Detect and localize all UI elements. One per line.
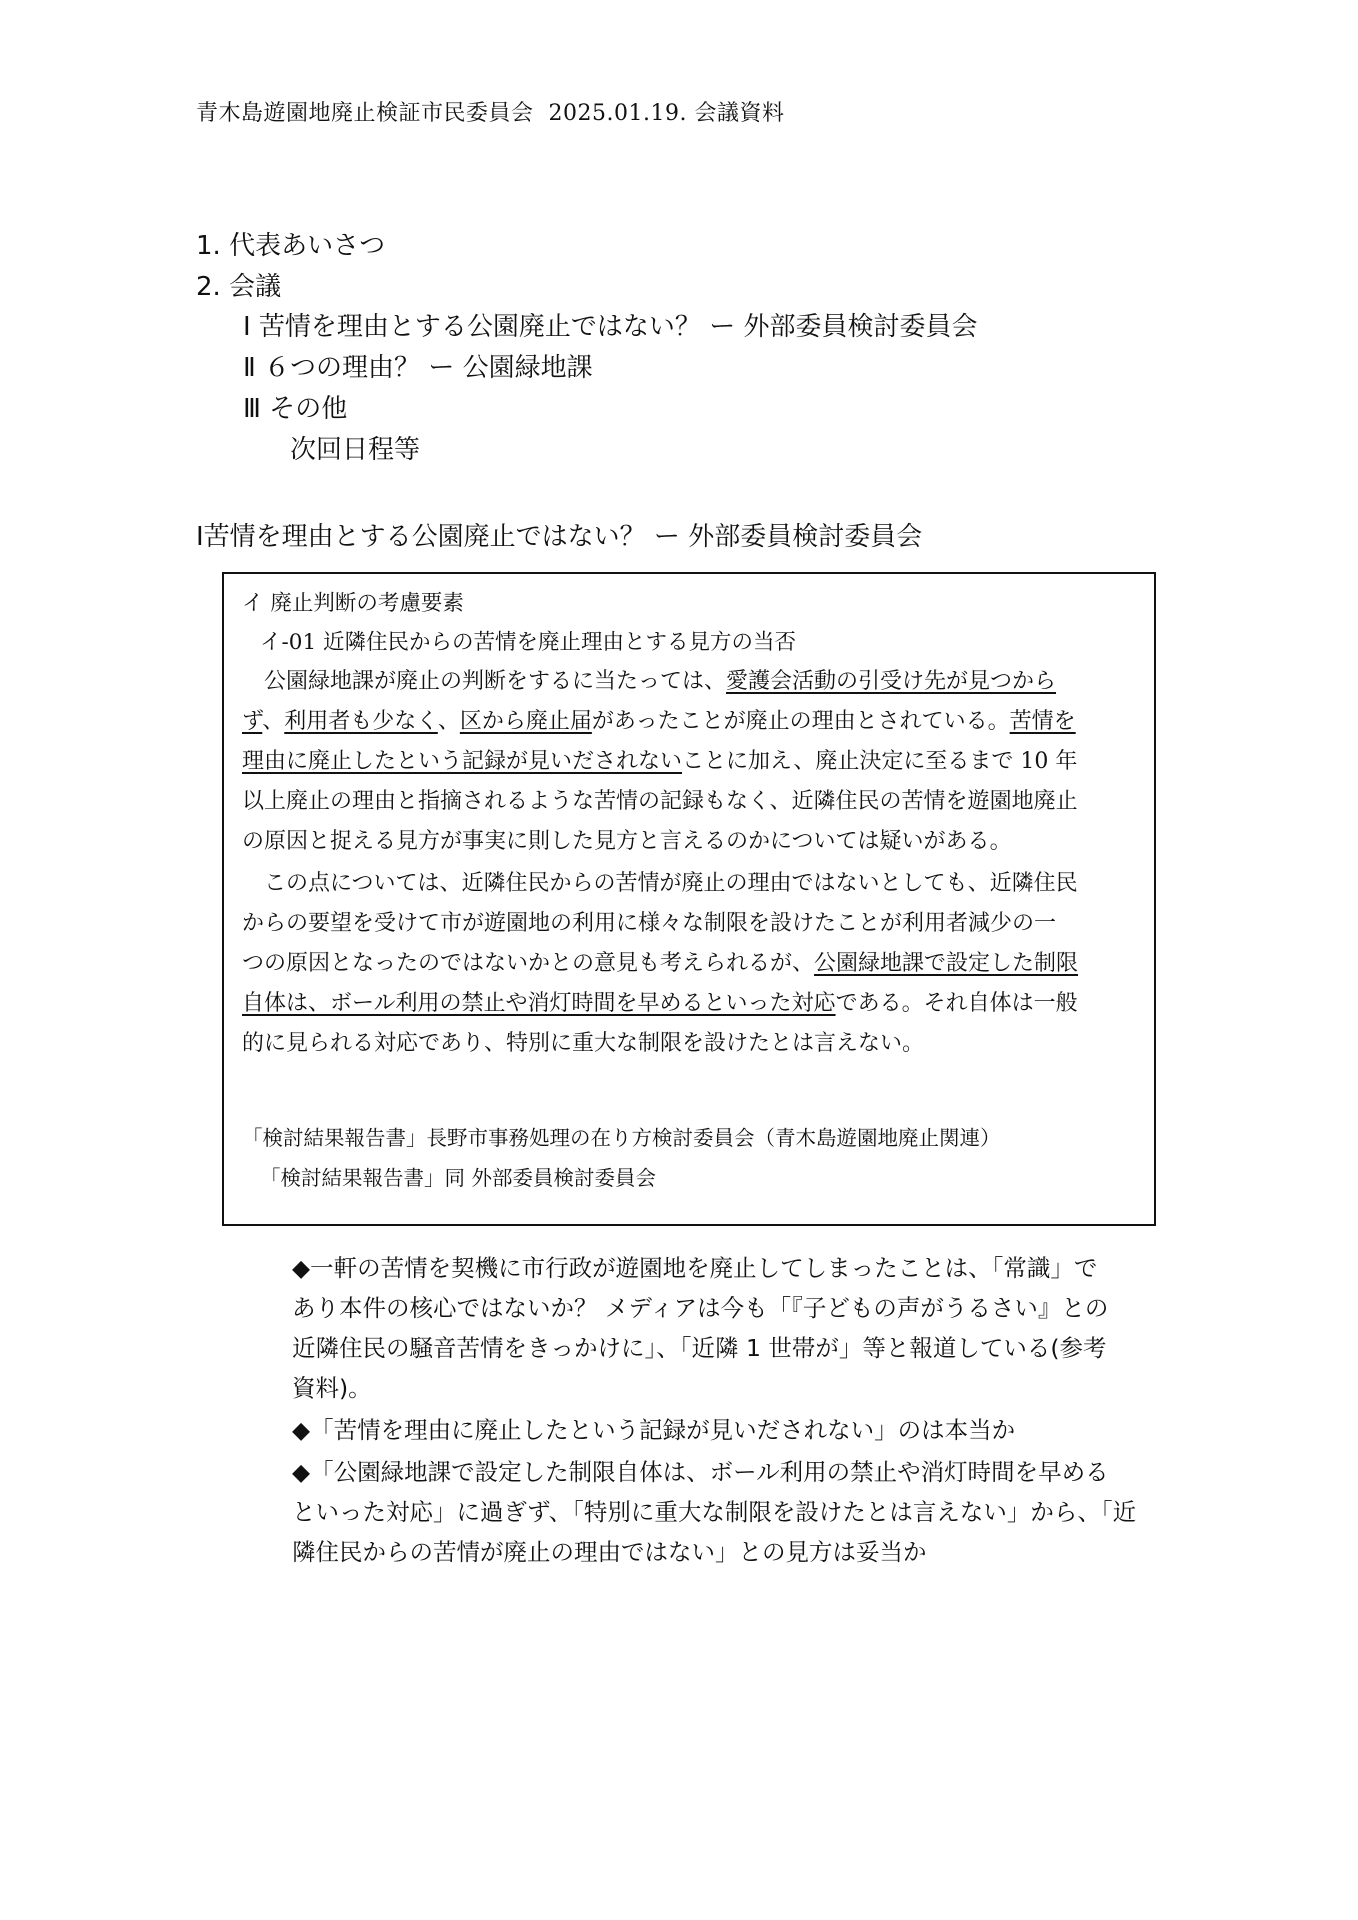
underlined-text: 自体は、ボール利用の禁止や消灯時間を早めるといった対応	[242, 991, 836, 1016]
quote-paragraph-1-line-3	[242, 748, 1077, 776]
document-type: 会議資料	[694, 101, 785, 126]
text-run: があったことが廃止の理由とされている。	[591, 709, 1010, 734]
quote-paragraph-2-line-2: からの要望を受けて市が遊園地の利用に様々な制限を設けたことが利用者減少の一	[242, 911, 1057, 936]
agenda-subitem-3-detail: 次回日程等	[290, 435, 421, 465]
quote-paragraph-1-line-4: 以上廃止の理由と指摘されるような苦情の記録もなく、近隣住民の苦情を遊園地廃止	[242, 789, 1078, 814]
agenda-item-greeting: 1. 代表あいさつ	[196, 231, 386, 261]
underlined-text: 苦情を	[1009, 709, 1076, 734]
quote-paragraph-2-line-1: この点については、近隣住民からの苦情が廃止の理由ではないとしても、近隣住民	[242, 871, 1078, 896]
text-run: つの原因となったのではないかとの意見も考えられるが、	[242, 951, 815, 976]
note-3-line-2: といった対応」に過ぎず、「特別に重大な制限を設けたとは言えない」から、「近	[292, 1498, 1137, 1526]
text-run: ことに加え、廃止決定に至るまで 10 年	[682, 749, 1078, 774]
note-1-line-4: 資料)。	[292, 1374, 372, 1402]
quote-source-1: 「検討結果報告書」長野市事務処理の在り方検討委員会（青木島遊園地廃止関連）	[242, 1126, 1001, 1150]
underlined-text: 区から廃止届	[459, 709, 592, 734]
note-2: ◆「苦情を理由に廃止したという記録が見いだされない」のは本当か	[292, 1416, 1016, 1444]
text-run: 公園緑地課が廃止の判断をするに当たっては、	[242, 669, 727, 694]
committee-name: 青木島遊園地廃止検証市民委員会	[196, 101, 534, 126]
underlined-text: 愛護会活動の引受け先が見つから	[726, 669, 1057, 694]
text-run: 、	[437, 709, 460, 734]
agenda-subitem-2: Ⅱ ６つの理由？ ー 公園緑地課	[243, 353, 593, 383]
note-1-line-3: 近隣住民の騒音苦情をきっかけに」、「近隣 1 世帯が」等と報道している(参考	[292, 1334, 1107, 1362]
underlined-text: 理由に廃止したという記録が見いだされない	[242, 749, 683, 774]
note-1-line-2: あり本件の核心ではないか？ メディアは今も「『子どもの声がうるさい』との	[292, 1294, 1109, 1322]
agenda-item-meeting: 2. 会議	[196, 272, 282, 302]
note-1-line-1: ◆一軒の苦情を契機に市行政が遊園地を廃止してしまったことは、「常識」で	[292, 1254, 1098, 1282]
note-3-line-3: 隣住民からの苦情が廃止の理由ではない」との見方は妥当か	[292, 1538, 927, 1566]
text-run: である。それ自体は一般	[835, 991, 1078, 1016]
underlined-text: 公園緑地課で設定した制限	[814, 951, 1079, 976]
agenda-subitem-1: Ⅰ 苦情を理由とする公園廃止ではない？ ー 外部委員検討委員会	[243, 312, 978, 342]
underlined-text: 利用者も少なく	[284, 709, 438, 734]
quote-paragraph-2-line-4	[242, 990, 1078, 1018]
quote-paragraph-2-line-3	[242, 950, 1078, 978]
quote-box	[222, 572, 1156, 1226]
quote-title: イ 廃止判断の考慮要素	[242, 591, 464, 616]
quote-paragraph-2-line-5: 的に見られる対応であり、特別に重大な制限を設けたとは言えない。	[242, 1031, 925, 1056]
quote-paragraph-1-line-1	[242, 668, 1056, 696]
quote-paragraph-1-line-2	[242, 708, 1076, 736]
text-run: 、	[262, 709, 285, 734]
meeting-date: 2025.01.19.	[548, 101, 687, 126]
section-heading: Ⅰ苦情を理由とする公園廃止ではない？ ー 外部委員検討委員会	[196, 522, 923, 552]
note-3-line-1: ◆「公園緑地課で設定した制限自体は、ボール利用の禁止や消灯時間を早める	[292, 1458, 1109, 1486]
document-header	[196, 96, 785, 127]
quote-paragraph-1-line-5: の原因と捉える見方が事実に則した見方と言えるのかについては疑いがある。	[242, 829, 1012, 854]
quote-subtitle: イ-01 近隣住民からの苦情を廃止理由とする見方の当否	[260, 630, 796, 655]
underlined-text: ず	[242, 709, 263, 734]
agenda-subitem-3: Ⅲ その他	[243, 394, 348, 424]
quote-source-2: 「検討結果報告書」同 外部委員検討委員会	[260, 1166, 657, 1190]
